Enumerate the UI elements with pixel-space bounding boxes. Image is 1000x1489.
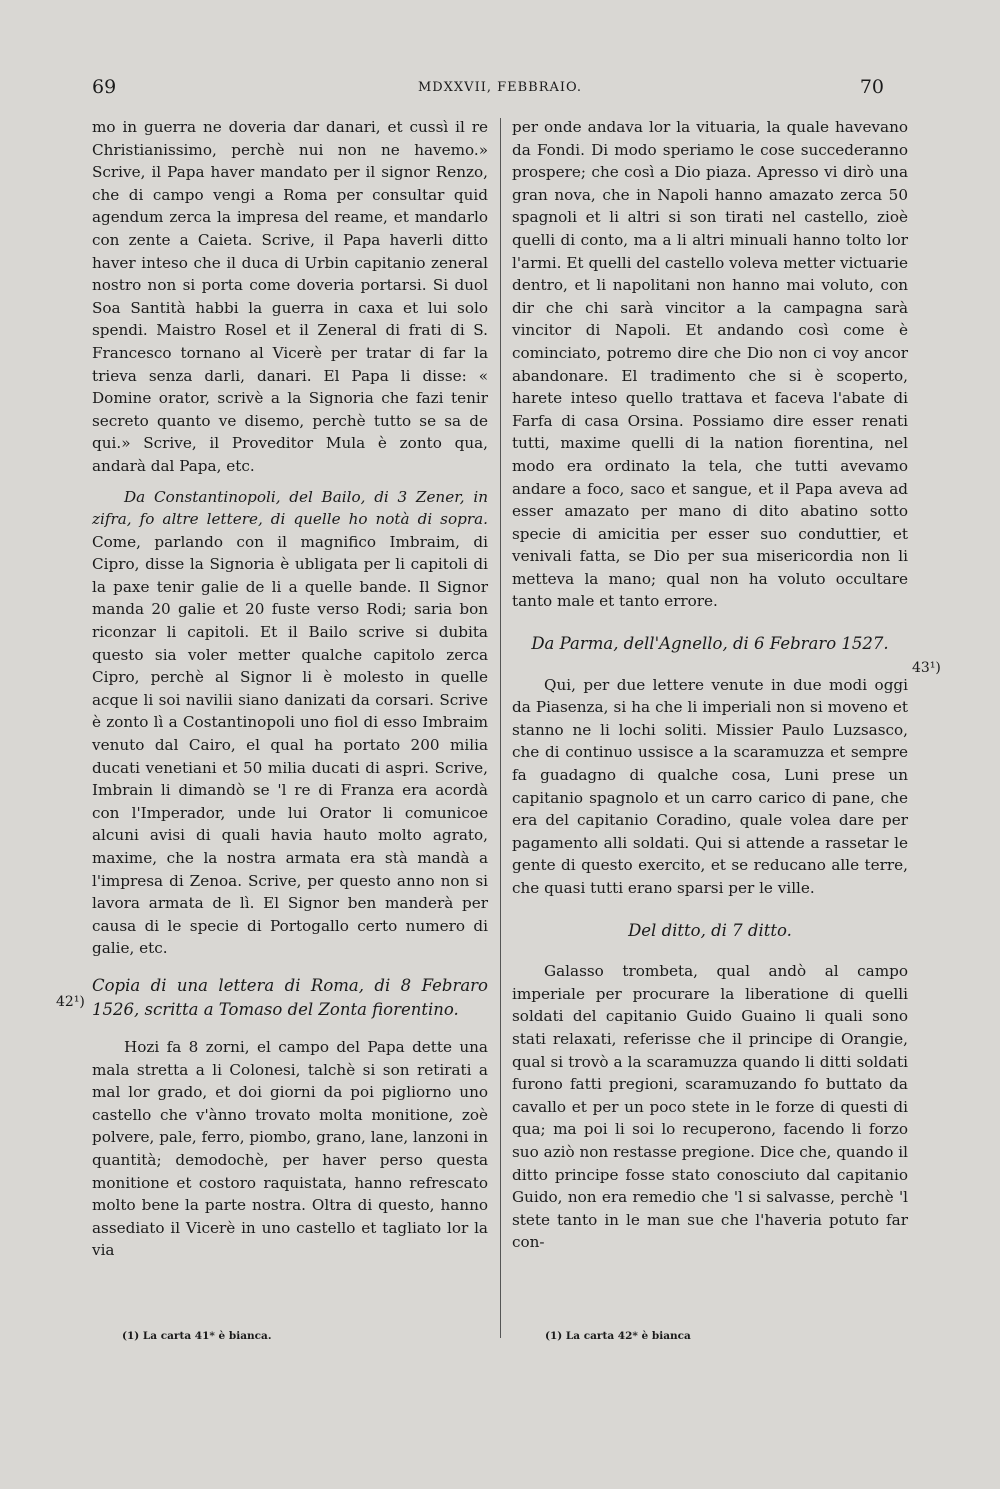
left-column [92, 116, 488, 1270]
paragraph: Qui, per due lettere venute in due modi oggi da Piasenza, si ha che li imperiali non si moveno et stanno ne li lochi soliti. Missier Paulo Luzsasco, che di continuo ussisce a la scaramuzza et sempre fa guadagno di qualche cosa, Luni prese un capitanio spagnolo et un carro carico di pane, che era del capitanio Coradino, quale volea dare per pagamento alli soldati. Qui si attende a rassetar le gente di questo exercito, et se reducano alle terre, che quasi tutti erano sparsi per le ville. [512, 675, 908, 897]
running-header: MDXXVII, FEBBRAIO. [417, 80, 583, 95]
paragraph: mo in guerra ne doveria dar danari, et cussì il re Christianissimo, perchè nui non ne havemo.» Scrive, il Papa haver mandato per il signor Renzo, che di campo vengi a Roma per consultar quid agendum zerca la impresa del reame, et mandarlo con zente a Caieta. Scrive, il Papa haverli ditto haver inteso che il duca di Urbin capitanio zeneral nostro non si porta come doveria portarsi. Si duol Soa Santità habbi la guerra in caxa et lui solo spendi. Maistro Rosel et il Zeneral di frati di S. Francesco tornano al Vicerè per tratar di far la trieva senza darli, danari. El Papa li disse: « Domine orator, scrivè a la Signoria che fazi tenir secreto quanto ve disemo, perchè tutto se sa de qui.» Scrive, il Proveditor Mula è zonto qua, andarà dal Papa, etc. [92, 118, 488, 475]
footnote-left: (1) La carta 41* è bianca. [122, 1330, 272, 1342]
margin-note-left: 42¹) [56, 994, 85, 1010]
letter-body: Come, parlando con il magnifico Imbraim, di Cipro, disse la Signoria è ubligata per li capitoli di la paxe tenir galie de li a quelle bande. Il Signor manda 20 galie et 20 fuste verso Rodi; saria bon riconzar li capitoli. Et il Bailo scrive si dubita questo sia voler metter qualche capitolo zerca Cipro, perchè al Signor li è molesto in quelle acque li soi navilii siano danizati da corsari. Scrive è zonto lì a Costantinopoli uno fiol di esso Imbraim venuto dal Cairo, el qual ha portato 200 milia ducati venetiani et 50 milia ducati di aspri. Scrive, Imbrain li dimandò se 'l re di Franza era acordà con l'Imperador, unde lui Orator li comunicoe alcuni avisi di quali havia hauto molto agrato, maxime, che la nostra armata era stà mandà a l'impresa di Zenoa. Scrive, per questo anno non si lavora armata de lì. El Signor ben manderà per causa di le specie di Portogallo certo numero di galie, etc. [92, 532, 488, 958]
paragraph: per onde andava lor la vituaria, la quale havevano da Fondi. Di modo speriamo le cose succederanno prospere; che così a Dio piaza. Apresso vi dirò una gran nova, che in Napoli hanno amazato zerca 50 spagnoli et li altri si son tirati nel castello, zioè quelli di conto, ma a li altri minuali hanno tolto lor l'armi. Et quelli del castello voleva metter victuarie dentro, et li napolitani non hanno mai voluto, con dir che chi sarà vincitor a la campagna sarà vincitor di Napoli. Et andando così come è cominciato, potremo dire che Dio non ci voy ancor abandonare. El tradimento che si è scoperto, harete inteso quello trattava et faceva l'abate di Farfa di casa Orsina. Possiamo dire esser renati tutti, maxime quelli di la nation fiorentina, nel modo era ordinato la tela, che tutti avevamo andare a foco, saco et sangue, et il Papa aveva ad esser amazato per mano di dito abatino sotto specie di amicitia per esser suo conduttier, et venivali fatta, se Dio per sua misericordia non li metteva la mano; qual non ha voluto occultare tanto male et tanto errore. [512, 118, 908, 611]
column-divider [500, 118, 501, 1338]
paragraph [92, 486, 488, 960]
section-title: Del ditto, di 7 ditto. [628, 920, 792, 940]
section-title: Copia di una lettera di Roma, di 8 Febraro 1526, scritta a Tomaso del Zonta fiorentino. [92, 975, 488, 1019]
right-column [512, 116, 908, 1262]
page-number-right: 70 [859, 76, 884, 98]
footnote-right: (1) La carta 42* è bianca [545, 1330, 691, 1342]
margin-note-right: 43¹) [912, 660, 941, 676]
section-title: Da Parma, dell'Agnello, di 6 Febraro 1527. [531, 634, 889, 654]
page-number-left: 69 [92, 76, 117, 98]
paragraph: Hozi fa 8 zorni, el campo del Papa dette una mala stretta a li Colonesi, talchè si son retirati a mal lor grado, et doi giorni da poi pigliorno uno castello che v'ànno trovato molta monitione, zoè polvere, pale, ferro, piombo, grano, lane, lanzoni in quantità; demodochè, per haver perso questa monitione et costoro raquistata, hanno refrescato molto bene la parte nostra. Oltra di questo, hanno assediato il Vicerè in uno castello et tagliato lor la via [92, 1037, 488, 1260]
letter-heading: Da Constantinopoli, del Bailo, di 3 Zener, in zifra, fo altre lettere, di quelle ho notà di sopra. [92, 487, 488, 529]
paragraph: Galasso trombeta, qual andò al campo imperiale per procurare la liberatione di quelli soldati del capitanio Guido Guaino li quali sono stati relaxati, referisse che il principe di Orangie, qual si trovò a la scaramuzza quando li ditti soldati furono fatti pregioni, scaramuzando fo buttato da cavallo et per un poco stete in le forze di questi di qua; ma poi li soi lo recuperono, facendo li forzo suo aziò non restasse pregione. Dice che, quando il ditto principe fosse stato conosciuto dal capitanio Guido, non era remedio che 'l si salvasse, perchè 'l stete tanto in le man sue che l'haveria potuto far con- [512, 962, 908, 1252]
